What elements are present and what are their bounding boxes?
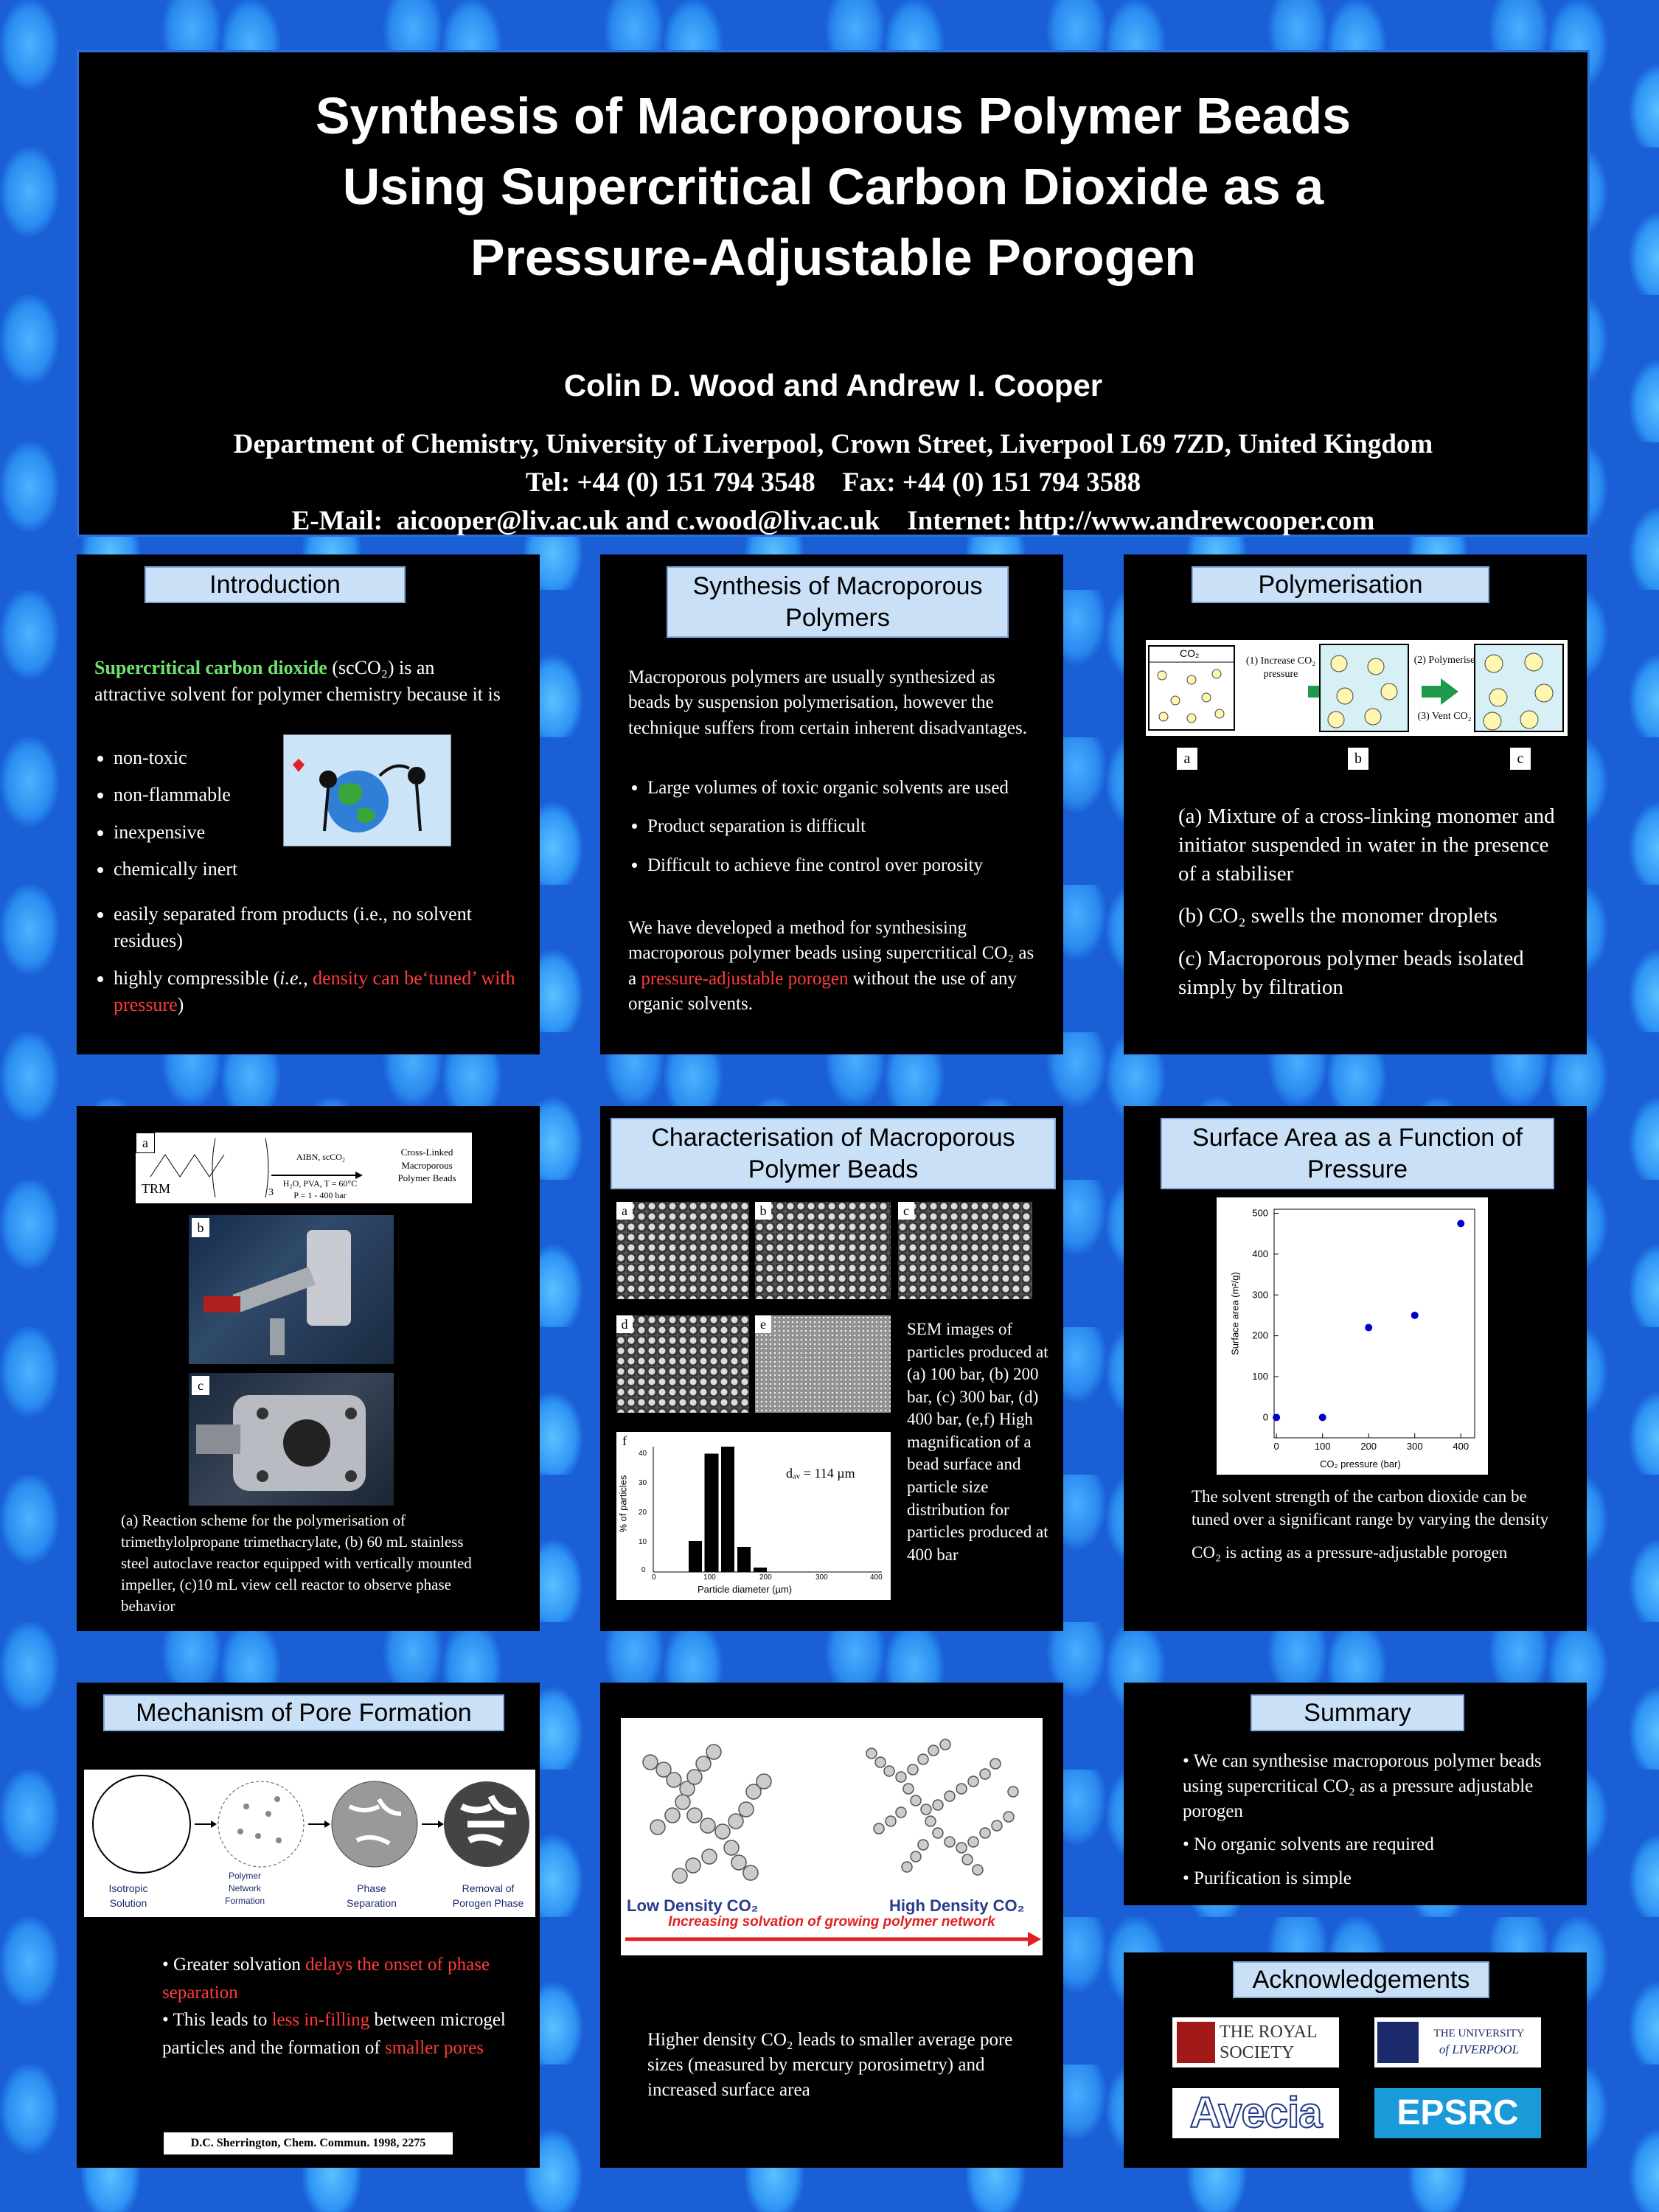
sem-label-f: f (616, 1432, 633, 1450)
scheme-conditions1: AIBN, scCO₂ (296, 1152, 346, 1162)
sa-data-point (1365, 1324, 1372, 1332)
scheme-trm: TRM (142, 1181, 171, 1196)
polymerisation-panel (1124, 554, 1587, 1054)
avecia-logo (1172, 2088, 1339, 2138)
photo-label-c: c (192, 1376, 209, 1395)
density-caption: Higher density CO₂ leads to smaller average pore sizes (measured by mercury porosimetry) and increased surface area (647, 2030, 1013, 2100)
epsrc-text: EPSRC (1397, 2093, 1519, 2132)
hist-ylabel: % of particles (617, 1475, 629, 1533)
sa-ytick-label: 500 (1252, 1207, 1268, 1219)
introduction-panel (77, 554, 540, 1054)
mechanism-heading: Mechanism of Pore Formation (103, 1694, 504, 1731)
summary-panel (1124, 1683, 1587, 1905)
intro-lead: Supercritical carbon dioxide (scCO₂) is an attractive solvent for polymer chemistry because it is (94, 657, 501, 706)
hist-xtick-2: 200 (759, 1573, 772, 1582)
density-diagram (621, 1718, 1043, 1955)
stage-phase-separation: Phase Separation (347, 1882, 397, 1909)
sa-xtick-label: 100 (1314, 1441, 1331, 1452)
mechanism-panel (77, 1683, 540, 2168)
sa-ytick-label: 0 (1262, 1411, 1268, 1423)
summary-heading: Summary (1251, 1694, 1464, 1731)
sa-plot-frame (1274, 1209, 1475, 1438)
hist-annotation: dₐᵥ = 114 µm (786, 1466, 855, 1481)
synthesis-panel (600, 554, 1063, 1054)
view-cell-photo (189, 1373, 394, 1506)
sa-ytick-label: 400 (1252, 1248, 1268, 1259)
poster-title: Synthesis of Macroporous Polymer Beads Using Supercritical Carbon Dioxide as a Pressure-Adjustable Porogen (315, 87, 1352, 286)
sa-xlabel: CO₂ pressure (bar) (1320, 1458, 1401, 1470)
scheme-product: Cross-Linked Macroporous Polymer Beads (397, 1147, 456, 1184)
arrow2-label-a: (2) Polymerise (1413, 655, 1475, 666)
sem-label-a: a (616, 1202, 633, 1220)
stage-isotropic: Isotropic Solution (108, 1882, 148, 1909)
polymerisation-diagram (1146, 640, 1568, 736)
introduction-heading: Introduction (145, 566, 406, 603)
synthesis-para2: We have developed a method for synthesising macroporous polymer beads using supercritical CO₂ as a pressure-adjustable porogen without the use of any organic solvents. (628, 918, 1034, 1014)
photo-label-b: b (192, 1218, 209, 1237)
sa-xtick-label: 0 (1273, 1441, 1279, 1452)
polymerisation-heading: Polymerisation (1192, 566, 1489, 603)
sa-ylabel: Surface area (m²/g) (1229, 1272, 1241, 1355)
polymerisation-label-b: b (1348, 748, 1368, 770)
sem-image-b (755, 1202, 891, 1299)
sa-xtick-label: 300 (1406, 1441, 1423, 1452)
stage-network: Polymer Network Formation (224, 1871, 265, 1906)
sa-xtick-label: 400 (1453, 1441, 1470, 1452)
hist-ytick-0: 0 (641, 1566, 646, 1574)
hist-ytick-2: 20 (639, 1509, 647, 1517)
hist-xtick-0: 0 (652, 1573, 656, 1582)
sem-label-c: c (898, 1202, 914, 1220)
synthesis-para1: Macroporous polymers are usually synthesized as beads by suspension polymerisation, however the technique suffers from certain inherent disadvantages. (628, 667, 1028, 738)
liverpool-text-b: of LIVERPOOL (1439, 2042, 1520, 2056)
sem-image-a (616, 1202, 749, 1299)
mechanism-text: • Greater solvation delays the onset of phase separation • This leads to less in-filling between microgel particles and the formation of smaller pores (162, 1955, 506, 2058)
sem-image-d (616, 1315, 749, 1413)
authors: Colin D. Wood and Andrew I. Cooper (563, 368, 1103, 403)
sem-label-b: b (755, 1202, 771, 1220)
autoclave-photo (189, 1215, 394, 1364)
surface-bullets: The solvent strength of the carbon dioxide can be tuned over a significant range by varying the density CO₂ is acting as a pressure-adjustable porogen (1192, 1487, 1549, 1562)
arrow1-label: (1) Increase CO₂ pressure (1245, 655, 1316, 681)
reaction-scheme (136, 1133, 472, 1203)
stage-removal: Removal of Porogen Phase (452, 1882, 524, 1909)
hist-xtick-1: 100 (703, 1573, 716, 1582)
synthesis-heading: Synthesis of Macroporous Polymers (667, 566, 1009, 638)
hist-ytick-3: 30 (639, 1479, 647, 1487)
sem-label-d: d (616, 1315, 633, 1333)
sa-data-point (1319, 1413, 1326, 1421)
apparatus-panel (77, 1106, 540, 1631)
surface-area-panel (1124, 1106, 1587, 1631)
arrow2-label-b: (3) Vent CO₂ (1417, 711, 1472, 722)
summary-bullets: • We can synthesise macroporous polymer beads using supercritical CO₂ as a pressure adjustable porogen • No organic solvents are required • Purification is simple (1183, 1751, 1542, 1888)
polymerisation-label-a: a (1177, 748, 1197, 770)
royal-society-emblem (1177, 2022, 1215, 2063)
sem-caption: SEM images of particles produced at (a) 100 bar, (b) 200 bar, (c) 300 bar, (d) 400 bar, (e,f) High magnification of a bead surface and particle size distribution for particles produced at 400 bar (907, 1320, 1048, 1564)
reference-box: D.C. Sherrington, Chem. Commun. 1998, 2275 (164, 2132, 453, 2154)
scheme-subscript: 3 (268, 1187, 274, 1198)
intro-bullets-more: • easily separated from products (i.e., no solvent residues) • highly compressible (i.e., density can be‘tuned’ with pressure) (94, 901, 522, 1029)
hist-xtick-4: 400 (870, 1573, 883, 1582)
liverpool-crest (1377, 2022, 1419, 2063)
hist-ytick-1: 10 (639, 1538, 647, 1546)
histogram (616, 1432, 891, 1600)
hist-xlabel: Particle diameter (µm) (698, 1584, 793, 1595)
scheme-conditions3: P = 1 - 400 bar (293, 1190, 347, 1200)
royal-society-logo (1172, 2017, 1339, 2067)
surface-area-heading: Surface Area as a Function of Pressure (1161, 1118, 1554, 1189)
synthesis-bullets: • Large volumes of toxic organic solvents are used • Product separation is difficult • Difficult to achieve fine control over porosity (628, 776, 1041, 888)
sem-label-e: e (755, 1315, 771, 1333)
sem-image-c (898, 1202, 1032, 1299)
low-density-label: Low Density CO₂ (627, 1896, 759, 1915)
sa-ytick-label: 300 (1252, 1289, 1268, 1301)
intro-bullets: • non-toxic • non-flammable • inexpensive • chemically inert (94, 745, 316, 894)
royal-society-text: THE ROYAL SOCIETY (1220, 2023, 1317, 2062)
solvation-arrow-label: Increasing solvation of growing polymer network (668, 1914, 995, 1930)
hist-xtick-3: 300 (815, 1573, 828, 1582)
epsrc-logo (1374, 2088, 1541, 2138)
sa-ytick-label: 200 (1252, 1329, 1268, 1341)
polymerisation-text: (a) Mixture of a cross-linking monomer and initiator suspended in water in the presence of a stabiliser (b) CO₂ swells the monomer droplets (c) Macroporous polymer beads isolated simply by filtration (1178, 804, 1555, 999)
acknowledgements-panel (1124, 1952, 1587, 2168)
sa-data-point (1457, 1220, 1464, 1227)
sa-data-point (1273, 1413, 1280, 1421)
affiliation: Department of Chemistry, University of Liverpool, Crown Street, Liverpool L69 7ZD, United Kingdom Tel: +44 (0) 151 794 3548 Fax: +44 (0) 151 794 3588 E-Mail: aicooper@liv.ac.uk and c.wood@liv.ac.uk Internet: http://www.andrewcooper.com (233, 429, 1433, 536)
avecia-text: Avecia (1189, 2089, 1322, 2137)
characterisation-panel (600, 1106, 1063, 1631)
sa-ytick-label: 100 (1252, 1370, 1268, 1382)
density-panel (600, 1683, 1063, 2168)
polymerisation-label-c: c (1510, 748, 1531, 770)
co2-label: CO₂ (1180, 647, 1200, 659)
sa-data-point (1411, 1312, 1419, 1319)
surface-area-chart (1217, 1197, 1488, 1475)
liverpool-text-a: THE UNIVERSITY (1433, 2028, 1525, 2039)
sa-xtick-label: 200 (1360, 1441, 1377, 1452)
title-banner (77, 50, 1590, 537)
pore-mechanism-diagram (84, 1770, 535, 1917)
sem-image-e (755, 1315, 891, 1413)
high-density-label: High Density CO₂ (889, 1896, 1025, 1915)
hist-ytick-4: 40 (639, 1450, 647, 1458)
characterisation-heading: Characterisation of Macroporous Polymer Beads (611, 1118, 1056, 1189)
liverpool-logo (1374, 2017, 1541, 2067)
scheme-conditions2: H₂O, PVA, T = 60°C (282, 1178, 358, 1189)
apparatus-caption: (a) Reaction scheme for the polymerisation of trimethylolpropane trimethacrylate, (b) 60 mL stainless steel autoclave reactor equipped with vertically mounted impeller, (c)10 mL view cell reactor to observe phase behavior (121, 1512, 472, 1615)
scheme-label-a: a (136, 1133, 155, 1153)
acknowledgements-heading: Acknowledgements (1233, 1961, 1489, 1998)
